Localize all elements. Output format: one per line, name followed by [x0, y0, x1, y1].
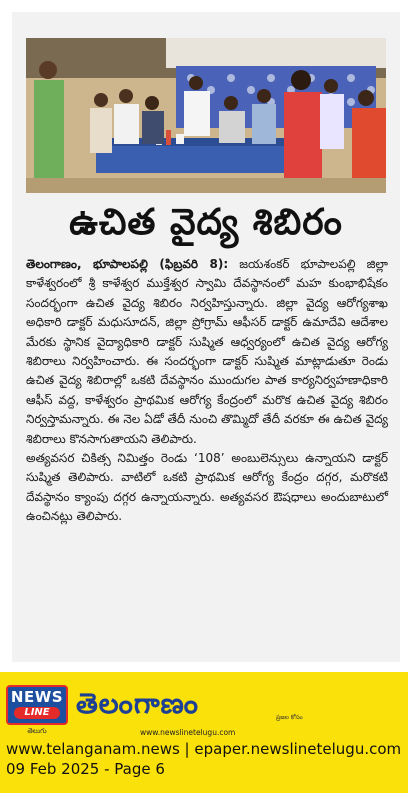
news-clipping — [12, 12, 400, 662]
medical-camp-photo — [26, 38, 386, 193]
source-urls: www.telanganam.news | epaper.newslinetelugu.com — [6, 740, 402, 758]
article-paragraph-1 — [26, 255, 388, 449]
logo-bottom-text: LINE — [14, 707, 60, 719]
newsline-logo — [6, 685, 68, 725]
masthead-tagline: ప్రజల కోసం — [276, 714, 303, 721]
logo-subtitle: తెలుగు — [27, 727, 47, 735]
article-paragraph-1-text: జయశంకర్ భూపాలపల్లి జిల్లా కాళేశ్వరంలో శ్రీ కాళేశ్వర ముక్తేశ్వర స్వామి దేవస్థానంలో మహ కుంభాభిషేకం సందర్భంగా ఉచిత వైద్య శిబిరం నిర్వహిస్తున్నారు. జిల్లా వైద్య ఆరోగ్యశాఖ అధికారి డాక్టర్ మధుసూదన్, జిల్లా ప్రోగ్రామ్ ఆఫీసర్ డాక్టర్ ఉమాదేవి ఆదేశాల మేరకు స్థానిక వైద్యాధికారి డాక్టర్ సుష్మిత ఆధ్వర్యంలో ఉచిత వైద్య ఆరోగ్య శిబిరాలు నిర్వహించారు. ఈ సందర్భంగా డాక్టర్ సుష్మిత మాట్లాడుతూ రెండు ఉచిత వైద్య శిబిరాల్లో ఒకటి దేవస్థానం ముందుగల పాత కార్యనిర్వహణాధికారి ఆఫీస్ వద్ద, కాళేశ్వరం ప్రాథమిక ఆరోగ్య కేంద్రంలో మరొక ఉచిత వైద్య శిబిరం నిర్వస్తామన్నారు. ఈ నెల ఏడో తేదీ నుంచి తొమ్మిదో తేదీ వరకూ ఈ ఉచిత వైద్య శిబిరాలు కొనసాగుతాయని తెలిపారు. — [26, 257, 388, 446]
logo-top-text: NEWS — [10, 688, 64, 706]
article-dateline: తెలంగాణం, భూపాలపల్లి (ఫిబ్రవరి 8): — [26, 257, 229, 271]
article-headline: ఉచిత వైద్య శిబిరం — [69, 202, 343, 243]
masthead-title: తెలంగాణం — [76, 687, 199, 720]
photo-illustration — [26, 38, 386, 193]
article-body — [26, 255, 388, 527]
edition-date-page: 09 Feb 2025 - Page 6 — [6, 760, 165, 778]
article-paragraph-2: అత్యవసర చికిత్స నిమిత్తం రెండు ‘108’ అంబులెన్సులు ఉన్నాయని డాక్టర్ సుష్మిత తెలిపారు. వాటిలో ఒకటి ప్రాథమిక ఆరోగ్య కేంద్రం దగ్గర, మరొకటి దేవస్థానం క్యాంపు దగ్గర ఉన్నాయన్నారు. అత్యవసర ఔషధాలు అందుబాటులో ఉంచినట్లు తెలిపారు. — [26, 451, 388, 524]
masthead-weburl: www.newslinetelugu.com — [140, 728, 236, 737]
